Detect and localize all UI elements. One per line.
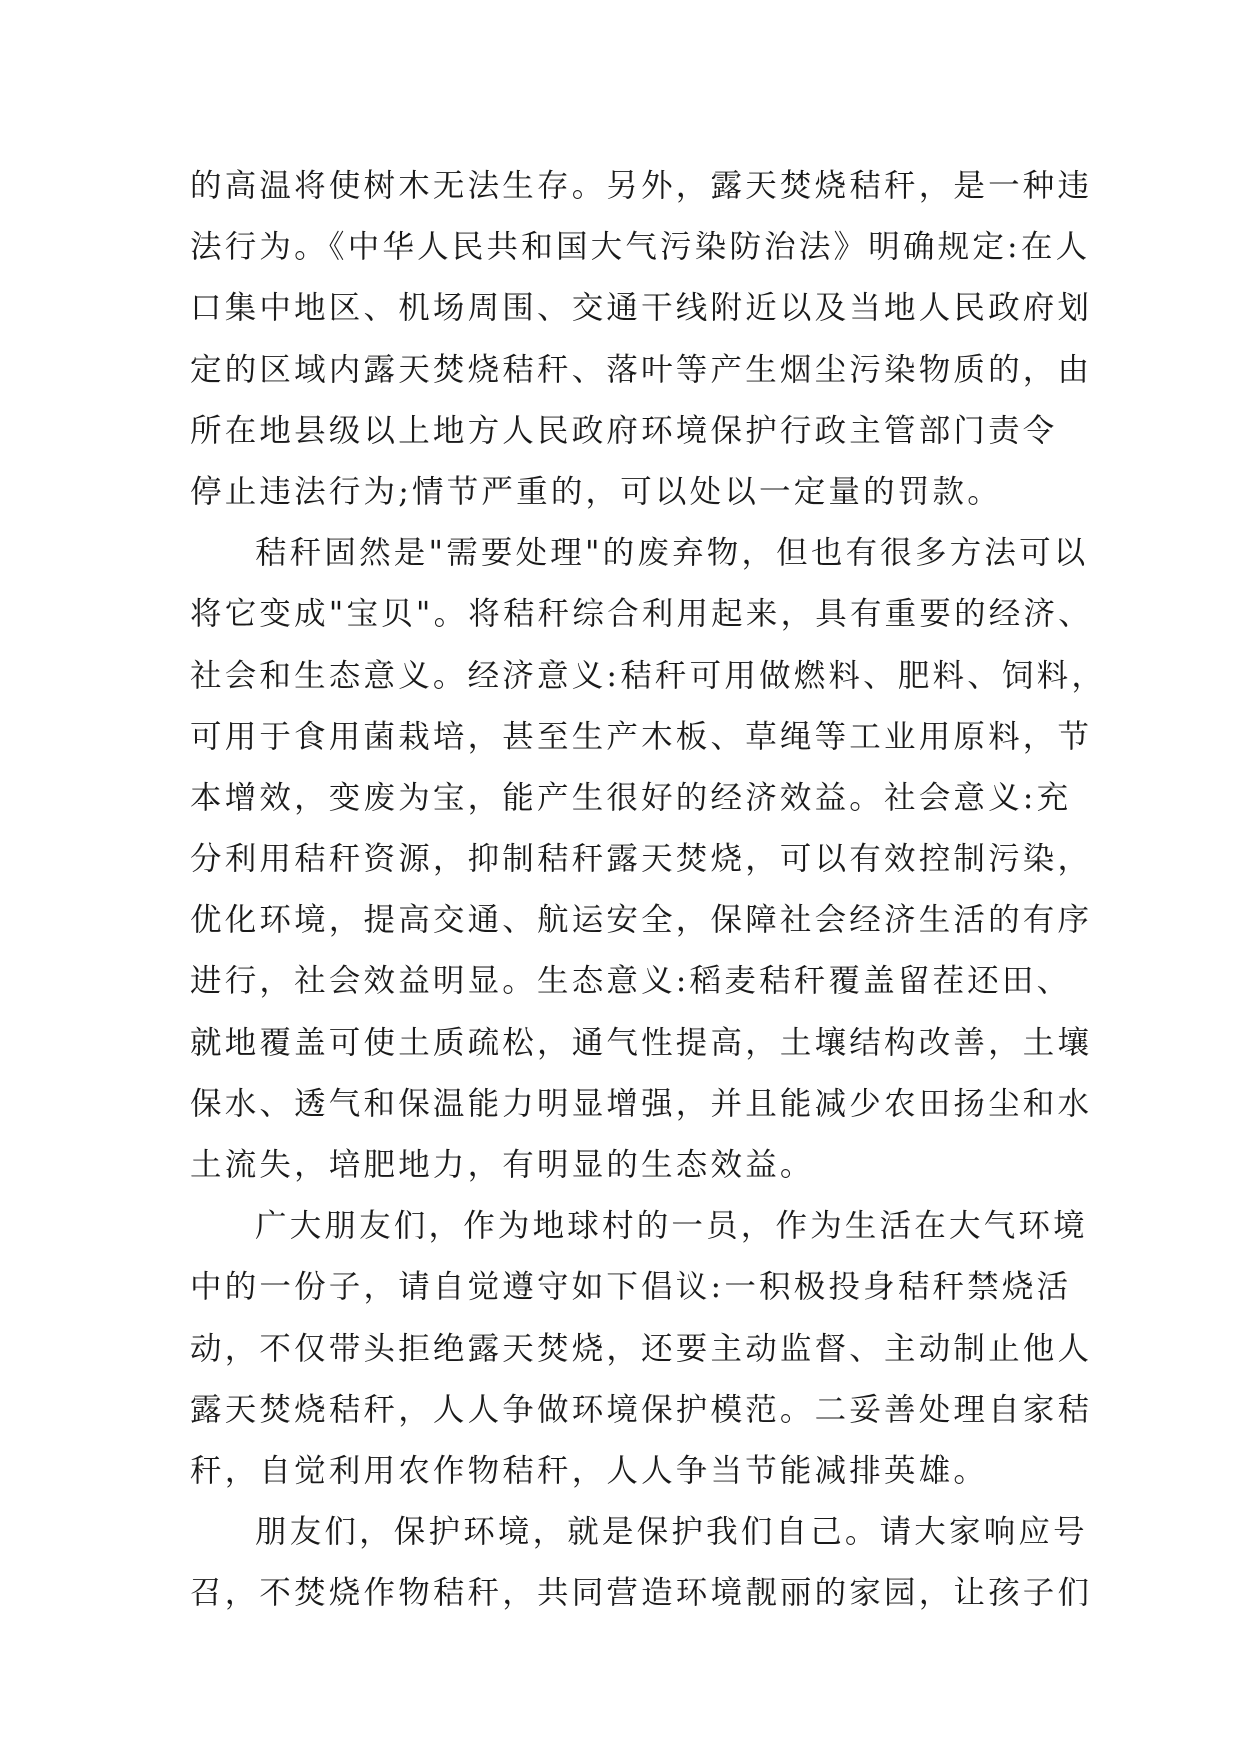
text-line: 定的区域内露天焚烧秸秆、落叶等产生烟尘污染物质的，由: [190, 351, 1093, 388]
text-line: 秸秆固然是"需要处理"的废弃物，但也有很多方法可以: [255, 535, 1089, 572]
text-line: 所在地县级以上地方人民政府环境保护行政主管部门责令: [190, 412, 1058, 449]
text-line: 本增效，变废为宝，能产生很好的经济效益。社会意义:充: [190, 779, 1072, 816]
text-line: 保水、透气和保温能力明显增强，并且能减少农田扬尘和水: [190, 1085, 1093, 1122]
text-line: 的高温将使树木无法生存。另外，露天焚烧秸秆，是一种违: [190, 168, 1093, 204]
text-line: 秆，自觉利用农作物秸秆，人人争当节能减排英雄。: [190, 1452, 989, 1489]
text-line: 法行为。《中华人民共和国大气污染防治法》明确规定:在人: [190, 229, 1091, 266]
text-line: 中的一份子，请自觉遵守如下倡议:一积极投身秸秆禁烧活: [190, 1269, 1072, 1306]
text-line: 广大朋友们，作为地球村的一员，作为生活在大气环境: [255, 1208, 1088, 1245]
text-line: 分利用秸秆资源，抑制秸秆露天焚烧，可以有效控制污染，: [190, 841, 1093, 878]
text-line: 优化环境，提高交通、航运安全，保障社会经济生活的有序: [190, 902, 1093, 939]
text-line: 露天焚烧秸秆，人人争做环境保护模范。二妥善处理自家秸: [190, 1391, 1093, 1428]
text-line: 进行，社会效益明显。生态意义:稻麦秸秆覆盖留茬还田、: [190, 963, 1072, 1000]
text-line: 将它变成"宝贝"。将秸秆综合利用起来，具有重要的经济、: [190, 596, 1093, 633]
text-line: 停止违法行为;情节严重的，可以处以一定量的罚款。: [190, 473, 1002, 510]
text-line: 动，不仅带头拒绝露天焚烧，还要主动监督、主动制止他人: [190, 1330, 1093, 1367]
text-line: 可用于食用菌栽培，甚至生产木板、草绳等工业用原料，节: [190, 718, 1093, 755]
text-line: 朋友们，保护环境，就是保护我们自己。请大家响应号: [255, 1514, 1088, 1551]
text-line: 召，不焚烧作物秸秆，共同营造环境靓丽的家园，让孩子们: [190, 1575, 1093, 1612]
text-line: 社会和生态意义。经济意义:秸秆可用做燃料、肥料、饲料，: [190, 657, 1107, 694]
text-line: 就地覆盖可使土质疏松，通气性提高，土壤结构改善，土壤: [190, 1024, 1093, 1061]
text-line: 土流失，培肥地力，有明显的生态效益。: [190, 1147, 815, 1183]
text-line: 口集中地区、机场周围、交通干线附近以及当地人民政府划: [190, 290, 1093, 327]
document-body: [190, 156, 1107, 1625]
